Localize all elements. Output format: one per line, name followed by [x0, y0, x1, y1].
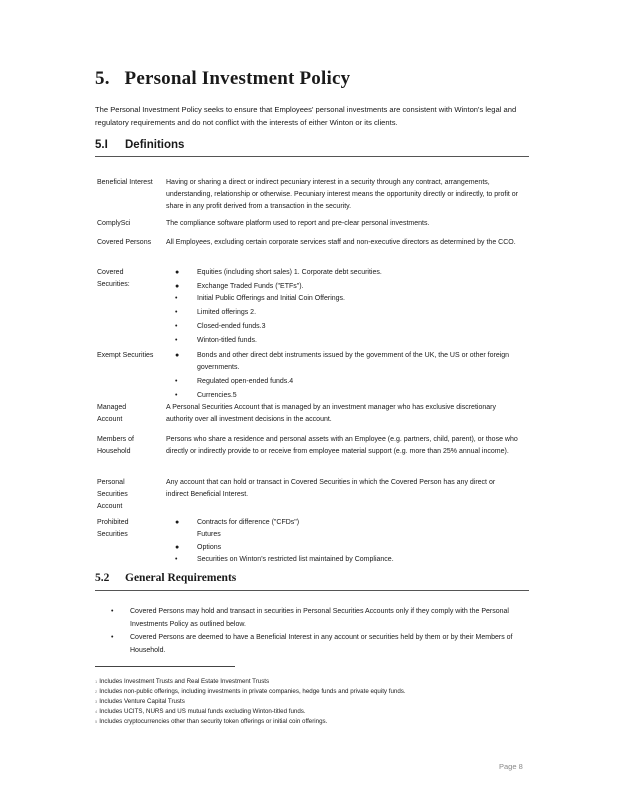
- list-item-text: Closed-ended funds.3: [197, 323, 266, 330]
- definition-text: Having or sharing a direct or indirect pecuniary interest in a security through any contract, arrangements, understanding, relationship or otherwise. Pecuniary interest means the opportunity directly or indirectly, to profit or share in any profit derived from a transaction in the security.: [166, 179, 518, 210]
- definition-text: All Employees, excluding certain corporate services staff and non-executive directors as determined by the CCO.: [166, 239, 516, 246]
- requirement-text: Covered Persons are deemed to have a Beneficial Interest in any account or securities held by them or by their Members of Household.: [130, 634, 513, 654]
- section-number: 5.: [95, 68, 110, 89]
- definition-text: The compliance software platform used to report and pre-clear personal investments.: [166, 220, 430, 227]
- list-item: [166, 390, 518, 402]
- bullet-icon: •: [175, 323, 178, 330]
- list-item-text: Securities on Winton's restricted list maintained by Compliance.: [197, 556, 394, 563]
- requirement-item: [111, 631, 529, 657]
- footnote-mark: 5: [95, 719, 98, 724]
- list-item-text: Limited offerings 2.: [197, 309, 257, 316]
- definition-term: Covered Securities:: [97, 269, 130, 288]
- definition-list: [166, 350, 518, 402]
- footnote-text: Includes non-public offerings, including investments in private companies, hedge funds and private equity funds.: [99, 688, 406, 695]
- definition-term: Members of Household: [97, 436, 134, 455]
- definition-term: Beneficial Interest: [97, 179, 153, 186]
- bullet-icon: •: [175, 392, 178, 399]
- footnote: [95, 677, 269, 686]
- requirement-text: Covered Persons may hold and transact in securities in Personal Securities Accounts only if they comply with the Personal Investments Policy as outlined below.: [130, 608, 509, 628]
- list-item: [166, 376, 518, 388]
- bullet-icon: •: [175, 378, 178, 385]
- list-item: [166, 307, 518, 319]
- footnote-divider: [95, 666, 235, 667]
- requirement-item: [111, 605, 529, 631]
- footnote: [95, 697, 185, 706]
- footnote: [95, 687, 406, 696]
- list-item: [166, 542, 518, 554]
- list-item: [166, 517, 317, 541]
- list-item-text: Currencies.5: [197, 392, 237, 399]
- bullet-icon: •: [175, 337, 178, 344]
- definitions-title: Definitions: [125, 139, 185, 151]
- bullet-icon: •: [175, 295, 178, 302]
- requirements-number: 5.2: [95, 572, 110, 584]
- definition-text: A Personal Securities Account that is managed by an investment manager who has exclusive discretionary authority over all investment decisions in the account.: [166, 404, 496, 423]
- requirements-title: General Requirements: [125, 572, 237, 584]
- page-number: Page 8: [499, 762, 523, 771]
- section-title: Personal Investment Policy: [124, 68, 351, 89]
- definition-term: Exempt Securities: [97, 352, 154, 359]
- bullet-icon: •: [175, 309, 178, 316]
- footnote-text: Includes UCITS, NURS and US mutual funds excluding Winton-titled funds.: [99, 708, 306, 715]
- definition-list: [166, 517, 518, 566]
- definition-list: [166, 267, 518, 347]
- definition-term: Covered Persons: [97, 239, 152, 246]
- bullet-icon: •: [175, 556, 178, 563]
- list-item-text: Contracts for difference ("CFDs") Futures: [197, 519, 300, 538]
- bullet-icon: ●: [175, 519, 180, 526]
- list-item-text: Bonds and other direct debt instruments issued by the government of the UK, the US or other foreign governments.: [197, 352, 510, 371]
- bullet-icon: ●: [175, 544, 180, 551]
- list-item-text: Equities (including short sales) 1. Corporate debt securities.: [197, 269, 382, 276]
- requirements-heading: [95, 572, 236, 584]
- bullet-icon: ●: [175, 352, 180, 359]
- list-item: [166, 281, 518, 293]
- definition-term: Managed Account: [97, 404, 127, 423]
- footnote-mark: 1: [95, 679, 98, 684]
- definition-term: Prohibited Securities: [97, 519, 129, 538]
- list-item: [166, 293, 518, 305]
- definition-text: Any account that can hold or transact in Covered Securities in which the Covered Person has any direct or indirect Beneficial Interest.: [166, 479, 496, 498]
- section-heading: [95, 68, 350, 90]
- divider: [95, 156, 529, 157]
- footnote-mark: 3: [95, 699, 98, 704]
- bullet-icon: ●: [175, 269, 180, 276]
- footnote-text: Includes Venture Capital Trusts: [99, 698, 185, 705]
- footnote-mark: 2: [95, 689, 98, 694]
- definitions-heading: [95, 139, 184, 151]
- footnote: [95, 707, 306, 716]
- bullet-icon: •: [111, 634, 114, 641]
- list-item-text: Options: [197, 544, 222, 551]
- list-item-text: Winton-titled funds.: [197, 337, 257, 344]
- footnote-mark: 4: [95, 709, 98, 714]
- list-item: [166, 350, 518, 374]
- list-item: [166, 335, 518, 347]
- footnote-text: Includes Investment Trusts and Real Estate Investment Trusts: [99, 678, 270, 685]
- list-item: [166, 554, 518, 566]
- definition-text: Persons who share a residence and personal assets with an Employee (e.g. partners, child, parent), or those who directly or indirectly provide to or receive from employee material support (e.g. more than 25% annual income).: [166, 436, 518, 455]
- list-item: [166, 267, 518, 279]
- divider: [95, 590, 529, 591]
- list-item-text: Initial Public Offerings and Initial Coin Offerings.: [197, 295, 345, 302]
- bullet-icon: •: [111, 608, 114, 615]
- list-item-text: Regulated open-ended funds.4: [197, 378, 294, 385]
- footnote-text: Includes cryptocurrencies other than security token offerings or initial coin offerings.: [99, 718, 328, 725]
- footnote: [95, 717, 327, 726]
- definition-term: Personal Securities Account: [97, 479, 128, 510]
- bullet-icon: ●: [175, 283, 180, 290]
- list-item: [166, 321, 518, 333]
- definitions-number: 5.I: [95, 139, 108, 151]
- list-item-text: Exchange Traded Funds ("ETFs").: [197, 283, 304, 290]
- definition-term: ComplySci: [97, 220, 131, 227]
- intro-paragraph: The Personal Investment Policy seeks to ensure that Employees' personal investments are consistent with Winton's legal and regulatory requirements and do not conflict with the interests of either Winton or its clients.: [95, 105, 517, 127]
